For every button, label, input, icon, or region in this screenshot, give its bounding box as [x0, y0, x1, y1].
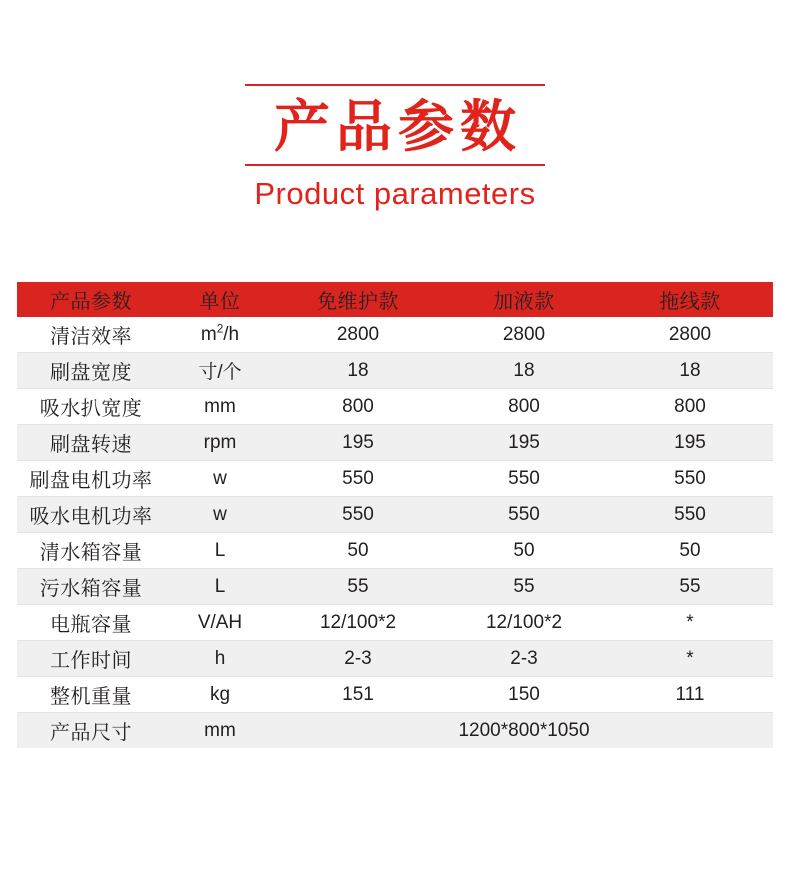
cell-value-model-3: 2800 [607, 317, 773, 353]
cell-param-label: 吸水扒宽度 [17, 389, 165, 425]
cell-value-model-1: 12/100*2 [275, 605, 441, 641]
specs-table-body [17, 317, 773, 748]
cell-value-model-3: 55 [607, 569, 773, 605]
table-row [17, 461, 773, 497]
cell-value-model-2: 55 [441, 569, 607, 605]
cell-value-model-1: 151 [275, 677, 441, 713]
cell-param-label: 清水箱容量 [17, 533, 165, 569]
cell-value-model-3: 50 [607, 533, 773, 569]
cell-param-label: 污水箱容量 [17, 569, 165, 605]
cell-param-label: 整机重量 [17, 677, 165, 713]
cell-unit: L [165, 533, 275, 569]
cell-unit: mm [165, 713, 275, 749]
cell-value-dimensions: 1200*800*1050 [275, 713, 773, 749]
column-header-model-1: 免维护款 [275, 282, 441, 317]
cell-param-label: 刷盘宽度 [17, 353, 165, 389]
cell-unit: h [165, 641, 275, 677]
column-header-model-2: 加液款 [441, 282, 607, 317]
cell-value-model-2: 150 [441, 677, 607, 713]
cell-param-label: 工作时间 [17, 641, 165, 677]
cell-unit: V/AH [165, 605, 275, 641]
cell-value-model-1: 550 [275, 461, 441, 497]
specs-table [17, 282, 773, 748]
table-row [17, 533, 773, 569]
column-header-model-3: 拖线款 [607, 282, 773, 317]
cell-unit: mm [165, 389, 275, 425]
table-row [17, 497, 773, 533]
cell-param-label: 清洁效率 [17, 317, 165, 353]
cell-value-model-3: 111 [607, 677, 773, 713]
cell-value-model-1: 195 [275, 425, 441, 461]
cell-value-model-2: 800 [441, 389, 607, 425]
page-header [0, 0, 790, 214]
table-row [17, 353, 773, 389]
cell-value-model-1: 550 [275, 497, 441, 533]
cell-value-model-2: 12/100*2 [441, 605, 607, 641]
specs-table-wrap [17, 282, 773, 748]
cell-value-model-3: * [607, 641, 773, 677]
cell-value-model-2: 2-3 [441, 641, 607, 677]
cell-value-model-1: 50 [275, 533, 441, 569]
cell-value-model-3: 550 [607, 497, 773, 533]
cell-unit: kg [165, 677, 275, 713]
cell-param-label: 电瓶容量 [17, 605, 165, 641]
cell-value-model-2: 2800 [441, 317, 607, 353]
table-row [17, 677, 773, 713]
cell-value-model-1: 800 [275, 389, 441, 425]
cell-value-model-1: 55 [275, 569, 441, 605]
column-header-unit: 单位 [165, 282, 275, 317]
cell-unit: w [165, 497, 275, 533]
page-header-inner [241, 84, 549, 214]
table-row [17, 641, 773, 677]
cell-param-label: 刷盘电机功率 [17, 461, 165, 497]
table-row [17, 389, 773, 425]
table-row [17, 425, 773, 461]
cell-unit: w [165, 461, 275, 497]
cell-value-model-2: 550 [441, 497, 607, 533]
cell-value-model-2: 18 [441, 353, 607, 389]
table-row-dimensions [17, 713, 773, 749]
cell-unit: $m^2/h$ [165, 317, 275, 353]
cell-value-model-3: 800 [607, 389, 773, 425]
cell-value-model-3: 550 [607, 461, 773, 497]
page-title-cn: 产品参数 [274, 95, 522, 158]
table-row [17, 605, 773, 641]
cell-unit: rpm [165, 425, 275, 461]
cell-value-model-1: 2-3 [275, 641, 441, 677]
column-header-param: 产品参数 [17, 282, 165, 317]
cell-param-label: 刷盘转速 [17, 425, 165, 461]
cell-value-model-2: 195 [441, 425, 607, 461]
cell-value-model-2: 550 [441, 461, 607, 497]
cell-unit: L [165, 569, 275, 605]
header-top-rule [245, 84, 545, 86]
table-header-row [17, 282, 773, 317]
page-title-en: Product parameters [254, 176, 536, 211]
table-row [17, 569, 773, 605]
cell-value-model-3: * [607, 605, 773, 641]
cell-value-model-3: 18 [607, 353, 773, 389]
cell-value-model-2: 50 [441, 533, 607, 569]
cell-value-model-3: 195 [607, 425, 773, 461]
cell-value-model-1: 2800 [275, 317, 441, 353]
cell-value-model-1: 18 [275, 353, 441, 389]
cell-param-label: 吸水电机功率 [17, 497, 165, 533]
header-bottom-rule [245, 164, 545, 166]
cell-unit: 寸/个 [165, 353, 275, 389]
specs-table-head [17, 282, 773, 317]
cell-param-label: 产品尺寸 [17, 713, 165, 749]
table-row [17, 317, 773, 353]
